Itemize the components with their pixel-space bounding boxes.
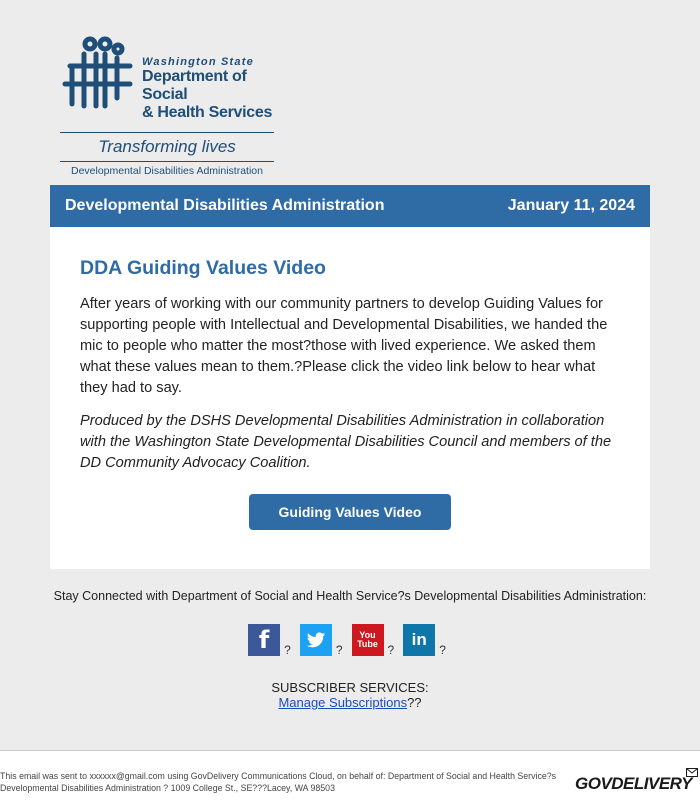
logo-divider — [60, 132, 274, 133]
header-banner — [50, 185, 650, 227]
logo-line1: Washington State — [142, 56, 254, 68]
youtube-icon[interactable]: You Tube — [352, 624, 384, 656]
dshs-logo — [60, 36, 276, 177]
dshs-people-icon — [60, 36, 136, 112]
separator: ? — [335, 643, 343, 657]
article-heading: DDA Guiding Values Video — [80, 257, 326, 279]
facebook-icon[interactable]: f — [248, 624, 280, 656]
social-links — [0, 624, 700, 656]
manage-subscriptions-link[interactable]: Manage Subscriptions — [278, 695, 408, 710]
linkedin-icon[interactable]: in — [403, 624, 435, 656]
logo-line3: & Health Services — [142, 104, 273, 121]
article-card — [50, 227, 650, 569]
logo-line2: Department of Social — [142, 68, 247, 103]
logo-subtitle: Developmental Disabilities Administration — [70, 165, 263, 177]
logo-divider-2 — [60, 161, 274, 162]
footer-text: This email was sent to xxxxxx@gmail.com using GovDelivery Communications Cloud, on behalf of: Department of Social and Health Service?s Developmental Disabilities Administration ? 1009 College St., SE???Lacey, WA 98503 — [0, 771, 557, 793]
separator: ? — [387, 643, 395, 657]
guiding-values-video-button[interactable]: Guiding Values Video — [249, 494, 451, 530]
article-credit: Produced by the DSHS Developmental Disabilities Administration in collaboration with the Washington State Developmental Disabilities Council and members of the DD Community Advocacy Coalition. — [80, 413, 612, 471]
stay-connected-text: Stay Connected with Department of Social and Health Service?s Developmental Disabilities Administration: — [53, 589, 647, 603]
separator: ? — [284, 643, 291, 657]
banner-date: January 11, 2024 — [507, 197, 635, 214]
govdelivery-logo[interactable]: GOVDELIVERY — [575, 774, 692, 793]
subscriber-suffix: ?? — [407, 695, 422, 710]
subscriber-label: SUBSCRIBER SERVICES: — [271, 680, 429, 695]
subscriber-services — [0, 680, 700, 710]
logo-tagline: Transforming lives — [98, 137, 236, 156]
banner-title: Developmental Disabilities Administration — [65, 197, 385, 214]
twitter-icon[interactable] — [300, 624, 332, 656]
article-body: After years of working with our community partners to develop Guiding Values for supporting people with Intellectual and Developmental Disabilities, we handed the mic to people who matter the most?those with lived experience. We asked them what these values mean to them.?Please click the video link below to hear what they had to say. — [80, 296, 608, 396]
separator: ? — [439, 643, 446, 657]
